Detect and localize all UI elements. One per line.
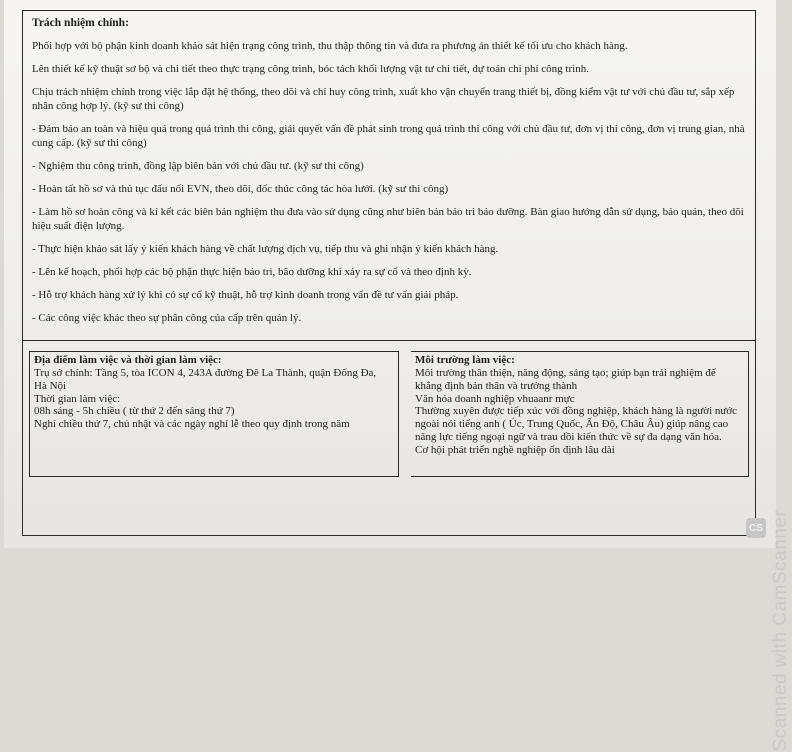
responsibility-item: Lên thiết kế kỹ thuật sơ bộ và chi tiết theo thực trạng công trình, bóc tách khối lượng vật tư chi tiết, dự toán chi phí công trình. bbox=[32, 63, 589, 75]
document-frame bbox=[22, 10, 756, 536]
location-line: 08h sáng - 5h chiều ( từ thứ 2 đến sáng thứ 7) bbox=[34, 405, 235, 418]
environment-line: Môi trường thân thiện, năng động, sáng tạo; giúp bạn trải nghiệm để bbox=[415, 367, 716, 379]
responsibility-item: - Đảm bảo an toàn và hiệu quả trong quá trình thi công, giải quyết vấn đề phát sinh trong quá trình thi công với chủ đầu tư, đơn vị thi công, đơn vị trung gian, nhà cung cấp. (kỹ sư thi công) bbox=[32, 123, 745, 149]
responsibility-item: - Lên kế hoạch, phối hợp các bộ phận thực hiện bảo trì, bão dưỡng khi xảy ra sự cố và theo định kỳ. bbox=[32, 266, 472, 278]
location-line: Thời gian làm việc: bbox=[34, 392, 121, 405]
environment-cell bbox=[405, 347, 755, 535]
location-box bbox=[29, 351, 399, 477]
environment-line: Thường xuyên được tiếp xúc với đồng nghiệp, khách hàng là người nước bbox=[415, 405, 738, 418]
scanner-watermark: Scanned with CamScanner bbox=[770, 509, 791, 752]
location-cell bbox=[23, 347, 405, 535]
environment-line: ngoài nói tiếng anh ( Úc, Trung Quốc, Ấn Độ, Châu Âu) giúp nâng cao bbox=[415, 418, 729, 431]
responsibilities-heading: Trách nhiệm chính: bbox=[32, 17, 129, 29]
location-heading: Địa điểm làm việc và thời gian làm việc: bbox=[34, 354, 222, 366]
responsibility-item: - Các công việc khác theo sự phân công của cấp trên quản lý. bbox=[32, 312, 302, 324]
location-line: Trụ sở chính: Tầng 5, tòa ICON 4, 243A đường Đê La Thành, quận Đống Đa, bbox=[34, 367, 377, 379]
responsibility-item: - Thực hiện khảo sát lấy ý kiến khách hàng về chất lượng dịch vụ, tiếp thu và ghi nhận ý kiến khách hàng. bbox=[32, 243, 499, 255]
responsibilities-section bbox=[23, 11, 755, 340]
location-line: Hà Nội bbox=[34, 379, 67, 392]
responsibility-item: Chịu trách nhiệm chính trong việc lắp đặt hệ thống, theo dõi và chỉ huy công trình, xuất kho vận chuyển trang thiết bị, đồng kiểm vật tư với chủ đầu tư, sắp xếp nhân công hợp lý. (kỹ sư thi công) bbox=[32, 86, 735, 112]
environment-line: khẳng định bản thân và trưởng thành bbox=[415, 379, 578, 392]
location-line: Nghỉ chiều thứ 7, chủ nhật và các ngày nghỉ lễ theo quy định trong năm bbox=[34, 418, 350, 431]
responsibility-item: - Hỗ trợ khách hàng xử lý khi có sự cố kỹ thuật, hỗ trợ kinh doanh trong vấn đề tư vấn giải pháp. bbox=[32, 289, 459, 301]
responsibility-item: - Làm hồ sơ hoàn công và kí kết các biên bản nghiệm thu đưa vào sử dụng cũng như biên bản bảo trì bảo dưỡng. Bàn giao hướng dẫn sử dụng, bảo quản, theo dõi hiệu suất điện lượng. bbox=[32, 206, 744, 232]
scanned-page bbox=[4, 0, 791, 752]
environment-line: Văn hóa doanh nghiệp vhuaanr mực bbox=[415, 392, 575, 405]
environment-line: năng lực tiếng ngoại ngữ và trau dồi kiến thức về sự đa dạng văn hóa. bbox=[415, 430, 722, 443]
responsibility-item: - Hoàn tất hồ sơ và thủ tục đấu nối EVN, theo dõi, đốc thúc công tác hòa lưới. (kỹ sư thi công) bbox=[32, 183, 449, 195]
environment-heading: Môi trường làm việc: bbox=[415, 354, 515, 366]
responsibility-item: - Nghiệm thu công trình, đồng lập biên bản với chủ đầu tư. (kỹ sư thi công) bbox=[32, 160, 364, 172]
environment-line: Cơ hội phát triển nghề nghiệp ổn định lâu dài bbox=[415, 443, 615, 456]
responsibility-item: Phối hợp với bộ phận kinh doanh khảo sát hiện trạng công trình, thu thập thông tin và đưa ra phương án thiết kế tối ưu cho khách hàng. bbox=[32, 40, 628, 52]
camscanner-logo-icon: CS bbox=[746, 518, 766, 538]
details-table bbox=[23, 340, 755, 535]
environment-box bbox=[411, 351, 749, 477]
